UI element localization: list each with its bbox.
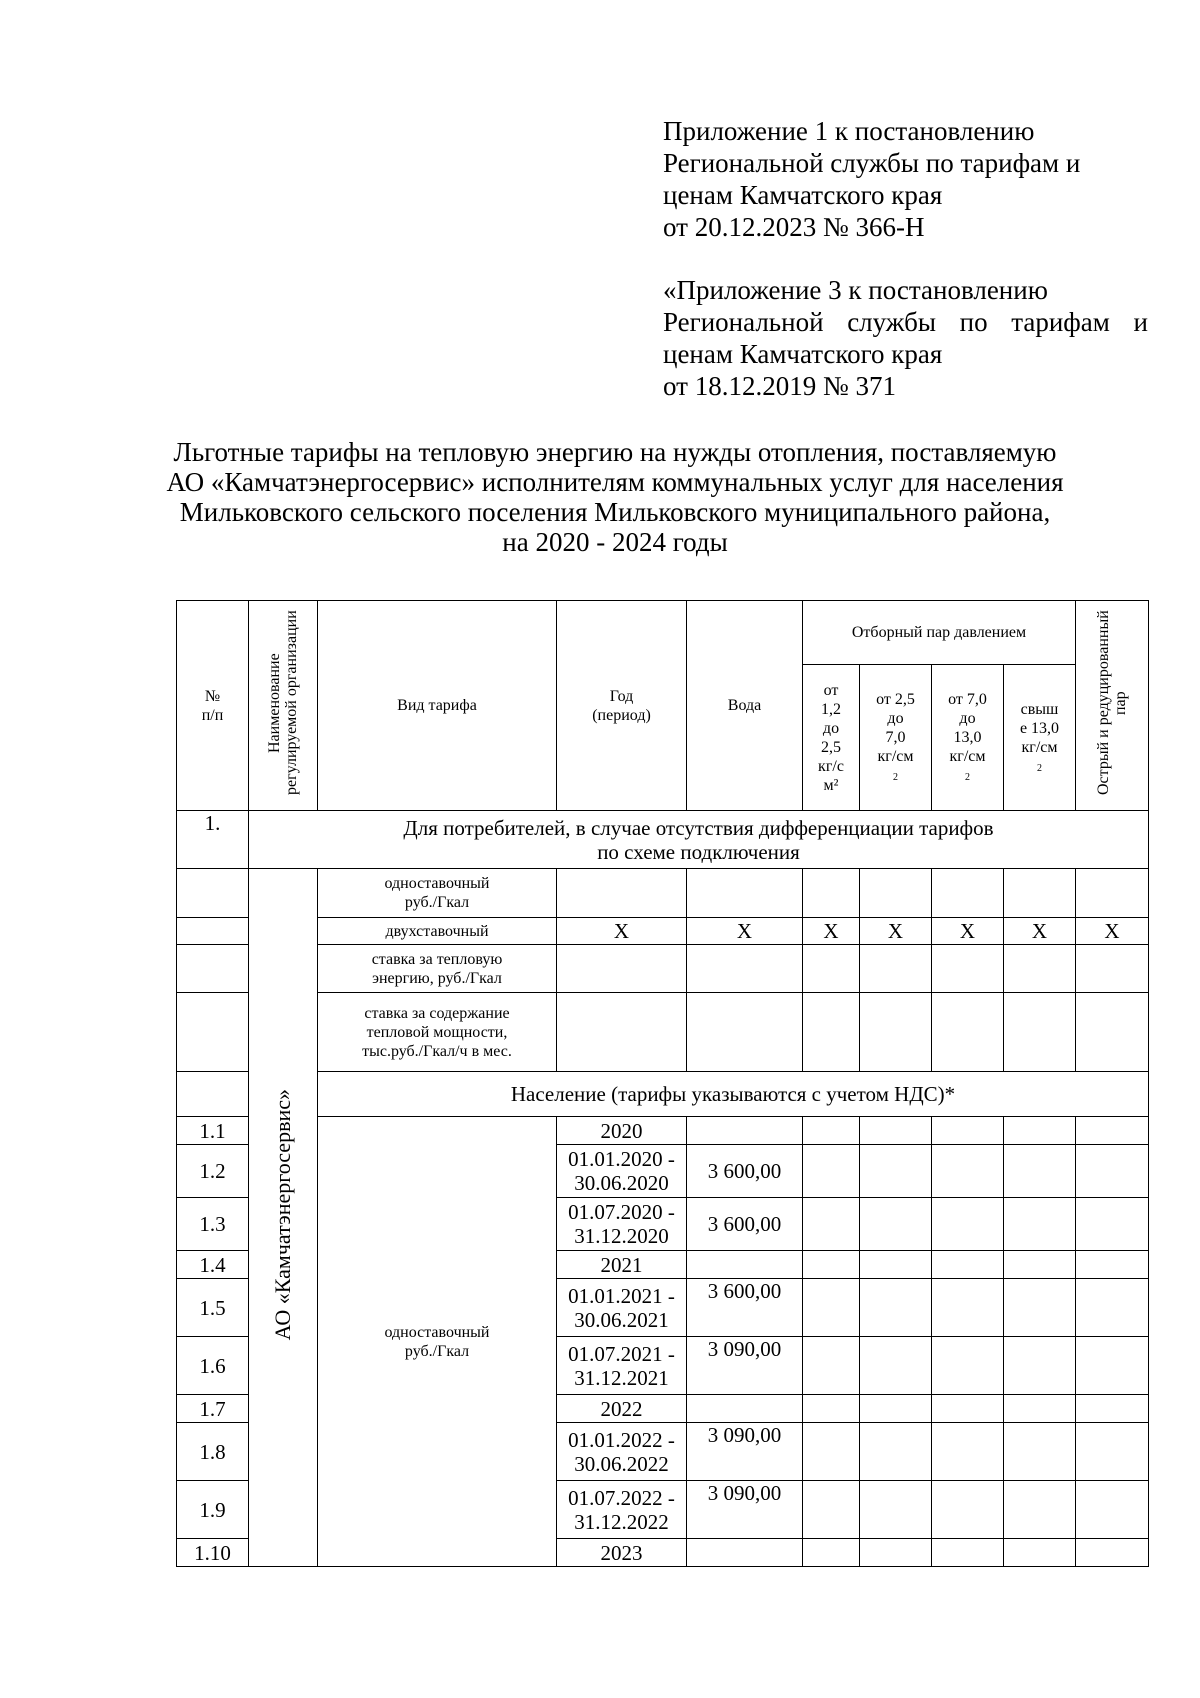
value-cell bbox=[860, 1423, 932, 1481]
x-mark: X bbox=[557, 918, 687, 945]
row-num: 1.1 bbox=[177, 1117, 249, 1145]
x-mark: X bbox=[687, 918, 803, 945]
document-title bbox=[150, 437, 1080, 557]
value-cell bbox=[932, 1251, 1004, 1279]
value-cell bbox=[557, 869, 687, 918]
header-org-cell bbox=[249, 601, 318, 811]
header-steam-group: Отборный пар давлением bbox=[803, 601, 1076, 665]
x-mark: X bbox=[932, 918, 1004, 945]
value-cell bbox=[1004, 1279, 1076, 1337]
value-cell bbox=[932, 1395, 1004, 1423]
appendix-header bbox=[663, 115, 1148, 402]
row-num bbox=[177, 869, 249, 918]
value-cell bbox=[1076, 1145, 1149, 1198]
justified-word: тарифам bbox=[1011, 307, 1110, 337]
justified-word: Региональной bbox=[663, 307, 824, 337]
x-mark: X bbox=[860, 918, 932, 945]
period: 01.07.2020 - 31.12.2020 bbox=[557, 1198, 687, 1251]
value-cell bbox=[803, 1539, 860, 1567]
appendix-line: «Приложение 3 к постановлению bbox=[663, 275, 1048, 305]
value-cell bbox=[687, 945, 803, 993]
header-steam-3-cell bbox=[932, 665, 1004, 811]
value-cell bbox=[1076, 945, 1149, 993]
superscript: 2 bbox=[893, 772, 898, 783]
header-year: Год (период) bbox=[557, 601, 687, 811]
value-cell bbox=[1076, 1117, 1149, 1145]
value-cell bbox=[803, 1251, 860, 1279]
value-cell bbox=[1004, 1337, 1076, 1395]
title-line: Льготные тарифы на тепловую энергию на нужды отопления, поставляемую bbox=[173, 437, 1057, 467]
period: 2020 bbox=[557, 1117, 687, 1145]
x-mark: X bbox=[803, 918, 860, 945]
value-cell bbox=[860, 1198, 932, 1251]
section-row bbox=[177, 811, 1149, 869]
header-row bbox=[177, 601, 1149, 665]
value-cell bbox=[932, 1481, 1004, 1539]
value-cell bbox=[803, 1145, 860, 1198]
value-cell bbox=[557, 945, 687, 993]
value-cell bbox=[932, 1117, 1004, 1145]
value-cell bbox=[932, 945, 1004, 993]
org-name: АО «Камчатэнергосервис» bbox=[270, 1089, 295, 1341]
value-cell bbox=[687, 993, 803, 1072]
header-sharp-steam: Острый и редуцированный пар bbox=[1095, 610, 1129, 796]
water-value: 3 090,00 bbox=[687, 1423, 803, 1481]
row-num bbox=[177, 945, 249, 993]
value-cell bbox=[1076, 1423, 1149, 1481]
value-cell bbox=[860, 993, 932, 1072]
water-value bbox=[687, 1539, 803, 1567]
header-steam-2: от 2,5 до 7,0 кг/см bbox=[876, 691, 915, 765]
value-cell bbox=[860, 869, 932, 918]
appendix-line-justified bbox=[663, 306, 1148, 338]
value-cell bbox=[1076, 1198, 1149, 1251]
tariff-label: ставка за содержание тепловой мощности, тыс.руб./Гкал/ч в мес. bbox=[318, 993, 557, 1072]
header-steam-1: от 1,2 до 2,5 кг/с м² bbox=[803, 665, 860, 811]
value-cell bbox=[860, 1279, 932, 1337]
value-cell bbox=[803, 945, 860, 993]
appendix-line: Приложение 1 к постановлению bbox=[663, 116, 1035, 146]
appendix-line: Региональной службы по тарифам и bbox=[663, 148, 1081, 178]
value-cell bbox=[803, 1395, 860, 1423]
value-cell bbox=[1004, 1395, 1076, 1423]
water-value: 3 090,00 bbox=[687, 1337, 803, 1395]
value-cell bbox=[860, 1395, 932, 1423]
section-num: 1. bbox=[177, 811, 249, 869]
value-cell bbox=[860, 945, 932, 993]
period: 01.01.2020 - 30.06.2020 bbox=[557, 1145, 687, 1198]
appendix-line: от 20.12.2023 № 366-Н bbox=[663, 212, 925, 242]
value-cell bbox=[860, 1251, 932, 1279]
x-mark: X bbox=[1076, 918, 1149, 945]
water-value: 3 600,00 bbox=[687, 1279, 803, 1337]
superscript: 2 bbox=[1037, 762, 1042, 774]
row-num: 1.6 bbox=[177, 1337, 249, 1395]
water-value bbox=[687, 1395, 803, 1423]
x-mark: X bbox=[1004, 918, 1076, 945]
value-cell bbox=[803, 1117, 860, 1145]
value-cell bbox=[932, 869, 1004, 918]
table-row bbox=[177, 993, 1149, 1072]
value-cell bbox=[932, 1423, 1004, 1481]
row-num bbox=[177, 993, 249, 1072]
value-cell bbox=[1076, 1251, 1149, 1279]
row-num: 1.3 bbox=[177, 1198, 249, 1251]
population-header: Население (тарифы указываются с учетом НДС)* bbox=[318, 1072, 1149, 1117]
justified-word: и bbox=[1133, 307, 1148, 337]
row-num: 1.8 bbox=[177, 1423, 249, 1481]
value-cell bbox=[1076, 1539, 1149, 1567]
value-cell bbox=[1004, 1539, 1076, 1567]
header-num: № п/п bbox=[177, 601, 249, 811]
row-num bbox=[177, 918, 249, 945]
water-value bbox=[687, 1251, 803, 1279]
value-cell bbox=[1076, 869, 1149, 918]
value-cell bbox=[687, 869, 803, 918]
value-cell bbox=[860, 1117, 932, 1145]
value-cell bbox=[1004, 1423, 1076, 1481]
section-label: Для потребителей, в случае отсутствия дифференциации тарифов по схеме подключения bbox=[249, 811, 1149, 869]
value-cell bbox=[1004, 1145, 1076, 1198]
value-cell bbox=[803, 869, 860, 918]
tariff-label: одноставочный руб./Гкал bbox=[318, 869, 557, 918]
population-tariff-label: одноставочный руб./Гкал bbox=[384, 1323, 490, 1360]
period: 2021 bbox=[557, 1251, 687, 1279]
period: 01.07.2022 - 31.12.2022 bbox=[557, 1481, 687, 1539]
value-cell bbox=[803, 1423, 860, 1481]
value-cell bbox=[1004, 869, 1076, 918]
value-cell bbox=[803, 1198, 860, 1251]
water-value bbox=[687, 1117, 803, 1145]
row-num: 1.10 bbox=[177, 1539, 249, 1567]
justified-word: по bbox=[959, 307, 988, 337]
period: 2023 bbox=[557, 1539, 687, 1567]
table-row bbox=[177, 945, 1149, 993]
value-cell bbox=[860, 1539, 932, 1567]
population-tariff-cell bbox=[318, 1117, 557, 1567]
tariff-table bbox=[176, 600, 1149, 1567]
value-cell bbox=[1076, 1337, 1149, 1395]
header-org: Наименование регулируемой организации bbox=[266, 610, 300, 796]
population-header-row bbox=[177, 1072, 1149, 1117]
period: 01.01.2022 - 30.06.2022 bbox=[557, 1423, 687, 1481]
value-cell bbox=[1076, 1481, 1149, 1539]
header-water: Вода bbox=[687, 601, 803, 811]
water-value: 3 600,00 bbox=[687, 1198, 803, 1251]
title-line: Мильковского сельского поселения Мильковского муниципального района, bbox=[179, 497, 1051, 527]
table-row bbox=[177, 918, 1149, 945]
org-cell bbox=[249, 869, 318, 1567]
value-cell bbox=[1004, 945, 1076, 993]
value-cell bbox=[1076, 1395, 1149, 1423]
table-row bbox=[177, 869, 1149, 918]
period: 2022 bbox=[557, 1395, 687, 1423]
row-num: 1.5 bbox=[177, 1279, 249, 1337]
tariff-label: двухставочный bbox=[318, 918, 557, 945]
value-cell bbox=[860, 1337, 932, 1395]
row-num: 1.7 bbox=[177, 1395, 249, 1423]
water-value: 3 090,00 bbox=[687, 1481, 803, 1539]
value-cell bbox=[932, 1539, 1004, 1567]
header-steam-4-cell bbox=[1004, 665, 1076, 811]
value-cell bbox=[803, 1279, 860, 1337]
header-steam-2-cell bbox=[860, 665, 932, 811]
row-num: 1.9 bbox=[177, 1481, 249, 1539]
value-cell bbox=[1004, 993, 1076, 1072]
value-cell bbox=[932, 1337, 1004, 1395]
header-sharp-steam-cell bbox=[1076, 601, 1149, 811]
justified-word: службы bbox=[847, 307, 936, 337]
value-cell bbox=[1076, 1279, 1149, 1337]
header-steam-4: свыш е 13,0 кг/см bbox=[1019, 700, 1060, 756]
row-num: 1.4 bbox=[177, 1251, 249, 1279]
period: 01.01.2021 - 30.06.2021 bbox=[557, 1279, 687, 1337]
title-line: АО «Камчатэнергосервис» исполнителям коммунальных услуг для населения bbox=[166, 467, 1064, 497]
value-cell bbox=[1004, 1251, 1076, 1279]
value-cell bbox=[1076, 993, 1149, 1072]
appendix-line: ценам Камчатского края bbox=[663, 180, 943, 210]
value-cell bbox=[557, 993, 687, 1072]
title-line: на 2020 - 2024 годы bbox=[502, 527, 728, 557]
spacer bbox=[663, 243, 1148, 274]
value-cell bbox=[932, 1279, 1004, 1337]
value-cell bbox=[1004, 1117, 1076, 1145]
appendix-line: ценам Камчатского края bbox=[663, 339, 943, 369]
water-value: 3 600,00 bbox=[687, 1145, 803, 1198]
header-tariff-type: Вид тарифа bbox=[318, 601, 557, 811]
tariff-label: ставка за тепловую энергию, руб./Гкал bbox=[318, 945, 557, 993]
value-cell bbox=[1004, 1481, 1076, 1539]
value-cell bbox=[860, 1481, 932, 1539]
superscript: 2 bbox=[965, 772, 970, 783]
value-cell bbox=[932, 993, 1004, 1072]
period: 01.07.2021 - 31.12.2021 bbox=[557, 1337, 687, 1395]
value-cell bbox=[803, 993, 860, 1072]
value-cell bbox=[860, 1145, 932, 1198]
value-cell bbox=[803, 1337, 860, 1395]
row-num bbox=[177, 1072, 249, 1117]
row-num: 1.2 bbox=[177, 1145, 249, 1198]
table-row bbox=[177, 1117, 1149, 1145]
value-cell bbox=[1004, 1198, 1076, 1251]
value-cell bbox=[932, 1145, 1004, 1198]
value-cell bbox=[932, 1198, 1004, 1251]
appendix-line: от 18.12.2019 № 371 bbox=[663, 371, 896, 401]
header-steam-3: от 7,0 до 13,0 кг/см bbox=[948, 691, 987, 765]
value-cell bbox=[803, 1481, 860, 1539]
